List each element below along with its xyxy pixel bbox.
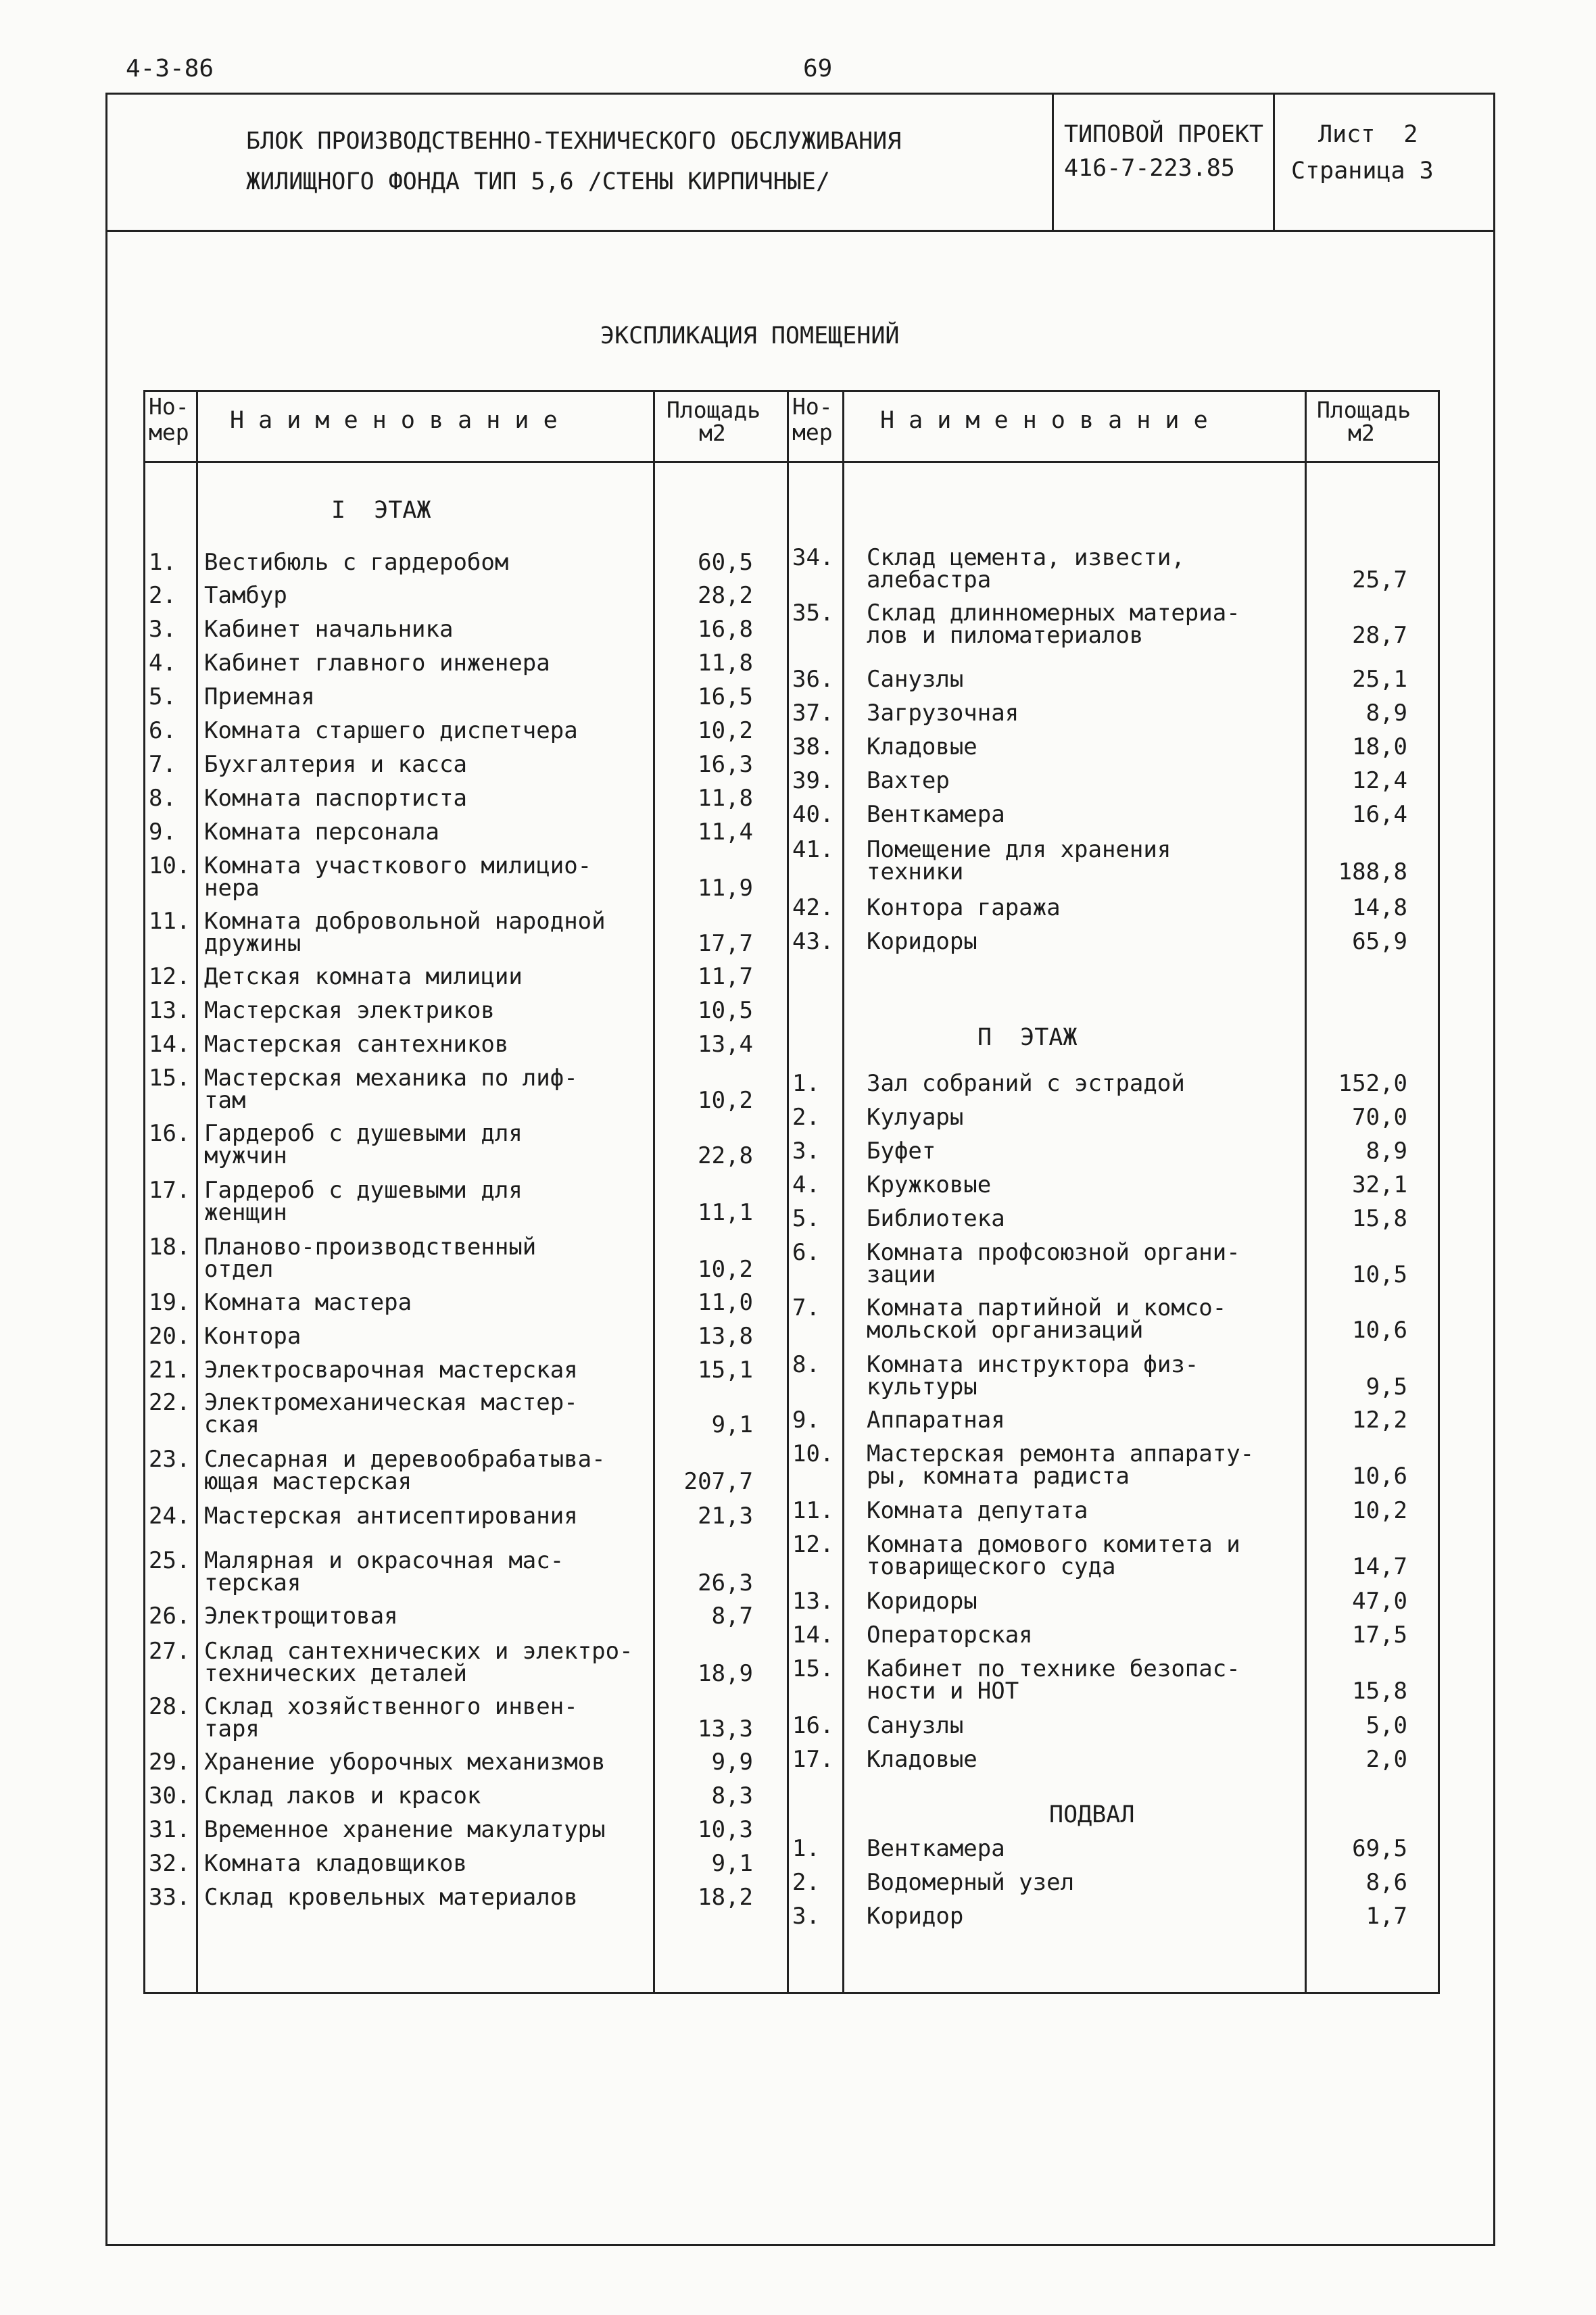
row-number: 7. (792, 1294, 820, 1321)
row-number: 36. (792, 666, 834, 693)
room-name: ская (204, 1411, 260, 1438)
room-area: 10,2 (698, 717, 753, 744)
row-number: 15. (792, 1655, 834, 1682)
room-area: 70,0 (1352, 1104, 1407, 1131)
row-number: 4. (792, 1171, 820, 1198)
room-area: 60,5 (698, 549, 753, 576)
room-name: Детская комната милиции (204, 963, 523, 990)
row-number: 14. (149, 1031, 191, 1058)
room-area: 15,1 (698, 1357, 753, 1384)
room-area: 10,2 (1352, 1497, 1407, 1524)
room-area: 16,3 (698, 751, 753, 778)
row-number: 3. (149, 616, 176, 643)
row-number: 2. (149, 582, 176, 609)
room-name: техники (867, 858, 964, 885)
room-name: отдел (204, 1256, 274, 1283)
row-number: 5. (149, 683, 176, 710)
sheet-number: Лист 2 (1318, 121, 1418, 148)
header-num-2: мер (149, 419, 189, 445)
room-name: Хранение уборочных механизмов (204, 1749, 606, 1776)
row-number: 29. (149, 1749, 191, 1776)
room-area: 12,4 (1352, 767, 1407, 794)
room-name: Контора (204, 1323, 301, 1350)
row-number: 10. (792, 1440, 834, 1467)
room-name: мужчин (204, 1142, 287, 1169)
room-area: 13,3 (698, 1715, 753, 1743)
header-area-2: м2 (699, 420, 726, 446)
room-name: Мастерская электриков (204, 997, 495, 1024)
row-number: 10. (149, 852, 191, 879)
col-line-1 (196, 390, 198, 1992)
row-number: 2. (792, 1869, 820, 1896)
page-label: Страница 3 (1291, 157, 1434, 185)
row-number: 1. (149, 549, 176, 576)
room-area: 11,4 (698, 819, 753, 846)
room-name: Кабинет начальника (204, 616, 454, 643)
stamp-title-line1: БЛОК ПРОИЗВОДСТВЕННО-ТЕХНИЧЕСКОГО ОБСЛУЖИВАНИЯ (246, 128, 902, 155)
room-name: Венткамера (867, 1835, 1005, 1862)
header-bottom-line (143, 461, 1438, 463)
room-area: 16,4 (1352, 801, 1407, 828)
room-area: 152,0 (1338, 1070, 1407, 1097)
room-area: 22,8 (698, 1142, 753, 1169)
room-area: 16,8 (698, 616, 753, 643)
row-number: 3. (792, 1903, 820, 1930)
room-name: Кулуары (867, 1104, 964, 1131)
room-name: Венткамера (867, 801, 1005, 828)
room-area: 5,0 (1365, 1712, 1407, 1739)
room-name: Коридор (867, 1903, 964, 1930)
room-name: Мастерская ремонта аппарату- (867, 1440, 1255, 1467)
row-number: 4. (149, 650, 176, 677)
row-number: 13. (149, 997, 191, 1024)
room-name: Планово-производственный (204, 1234, 537, 1261)
stamp-divider-1 (1052, 93, 1054, 230)
room-name: Аппаратная (867, 1407, 1005, 1434)
room-name: Комната паспортиста (204, 785, 467, 812)
row-number: 6. (792, 1239, 820, 1266)
row-number: 9. (149, 819, 176, 846)
room-name: Операторская (867, 1622, 1033, 1649)
table-title: ЭКСПЛИКАЦИЯ ПОМЕЩЕНИЙ (600, 322, 900, 349)
row-number: 12. (792, 1531, 834, 1558)
room-name: Санузлы (867, 666, 964, 693)
project-label: ТИПОВОЙ ПРОЕКТ (1064, 121, 1264, 148)
room-name: мольской организаций (867, 1317, 1144, 1344)
room-area: 11,8 (698, 785, 753, 812)
room-area: 2,0 (1365, 1746, 1407, 1773)
row-number: 19. (149, 1289, 191, 1316)
row-number: 9. (792, 1407, 820, 1434)
row-number: 20. (149, 1323, 191, 1350)
room-name: Комната участкового милицио- (204, 852, 592, 879)
room-name: Контора гаража (867, 894, 1061, 921)
room-name: Комната добровольной народной (204, 908, 606, 935)
room-area: 8,3 (711, 1782, 753, 1809)
header-num-1: Но- (149, 393, 189, 420)
room-area: 14,7 (1352, 1553, 1407, 1580)
header-area-1: Площадь (667, 397, 761, 423)
row-number: 42. (792, 894, 834, 921)
room-name: Гардероб с душевыми для (204, 1120, 523, 1147)
room-name: Комната кладовщиков (204, 1850, 467, 1877)
row-number: 13. (792, 1588, 834, 1615)
row-number: 11. (149, 908, 191, 935)
room-name: Комната инструктора физ- (867, 1351, 1199, 1378)
room-name: Комната старшего диспетчера (204, 717, 578, 744)
room-name: культуры (867, 1373, 977, 1400)
room-area: 10,2 (698, 1087, 753, 1114)
room-area: 69,5 (1352, 1835, 1407, 1862)
room-name: дружины (204, 930, 301, 957)
row-number: 25. (149, 1547, 191, 1574)
row-number: 23. (149, 1446, 191, 1473)
room-name: Мастерская сантехников (204, 1031, 509, 1058)
room-name: Склад хозяйственного инвен- (204, 1693, 578, 1720)
room-area: 18,0 (1352, 733, 1407, 760)
room-area: 17,7 (698, 930, 753, 957)
header-num-1-right: Но- (792, 393, 833, 420)
row-number: 16. (792, 1712, 834, 1739)
room-name: Комната домового комитета и (867, 1531, 1240, 1558)
room-name: Электрощитовая (204, 1603, 398, 1630)
room-name: Малярная и окрасочная мас- (204, 1547, 564, 1574)
room-area: 28,7 (1352, 622, 1407, 649)
stamp-bottom-line (105, 230, 1493, 232)
col-line-3 (787, 390, 789, 1992)
room-area: 65,9 (1352, 928, 1407, 955)
col-line-4 (842, 390, 844, 1992)
row-number: 40. (792, 801, 834, 828)
row-number: 34. (792, 544, 834, 571)
room-area: 207,7 (683, 1468, 753, 1495)
room-area: 13,4 (698, 1031, 753, 1058)
room-area: 25,1 (1352, 666, 1407, 693)
row-number: 28. (149, 1693, 191, 1720)
row-number: 1. (792, 1070, 820, 1097)
room-name: Кабинет главного инженера (204, 650, 550, 677)
row-number: 1. (792, 1835, 820, 1862)
room-name: нера (204, 875, 260, 902)
page-number: 69 (803, 55, 833, 82)
room-area: 15,8 (1352, 1678, 1407, 1705)
room-name: Гардероб с душевыми для (204, 1177, 523, 1204)
row-number: 32. (149, 1850, 191, 1877)
row-number: 26. (149, 1603, 191, 1630)
room-area: 9,5 (1365, 1373, 1407, 1400)
row-number: 3. (792, 1138, 820, 1165)
room-area: 10,5 (698, 997, 753, 1024)
room-name: женщин (204, 1199, 287, 1226)
room-name: Электросварочная мастерская (204, 1357, 578, 1384)
row-number: 17. (792, 1746, 834, 1773)
row-number: 35. (792, 600, 834, 627)
section-basement: ПОДВАЛ (1049, 1801, 1135, 1828)
doc-code: 4-3-86 (126, 55, 214, 82)
room-name: Коридоры (867, 1588, 977, 1615)
room-area: 25,7 (1352, 566, 1407, 593)
row-number: 15. (149, 1065, 191, 1092)
room-area: 1,7 (1365, 1903, 1407, 1930)
row-number: 39. (792, 767, 834, 794)
header-num-2-right: мер (792, 419, 833, 445)
room-name: Склад кровельных материалов (204, 1884, 578, 1911)
room-name: Буфет (867, 1138, 936, 1165)
room-name: Бухгалтерия и касса (204, 751, 467, 778)
room-area: 18,2 (698, 1884, 753, 1911)
header-name-right: Н а и м е н о в а н и е (880, 407, 1208, 434)
header-name: Н а и м е н о в а н и е (230, 407, 558, 434)
room-name: ры, комната радиста (867, 1463, 1130, 1490)
room-name: Тамбур (204, 582, 287, 609)
room-area: 15,8 (1352, 1205, 1407, 1232)
room-area: 13,8 (698, 1323, 753, 1350)
room-area: 9,9 (711, 1749, 753, 1776)
room-name: Кабинет по технике безопас- (867, 1655, 1240, 1682)
row-number: 27. (149, 1638, 191, 1665)
section-floor-1: I ЭТАЖ (331, 497, 431, 524)
room-name: Кладовые (867, 733, 977, 760)
row-number: 38. (792, 733, 834, 760)
room-area: 9,1 (711, 1411, 753, 1438)
row-number: 21. (149, 1357, 191, 1384)
room-name: там (204, 1087, 246, 1114)
row-number: 30. (149, 1782, 191, 1809)
stamp-title-line2: ЖИЛИЩНОГО ФОНДА ТИП 5,6 /СТЕНЫ КИРПИЧНЫЕ/ (246, 168, 830, 195)
room-name: алебастра (867, 566, 992, 593)
room-area: 21,3 (698, 1503, 753, 1530)
row-number: 6. (149, 717, 176, 744)
room-area: 18,9 (698, 1660, 753, 1687)
room-area: 9,1 (711, 1850, 753, 1877)
room-name: Комната профсоюзной органи- (867, 1239, 1240, 1266)
row-number: 17. (149, 1177, 191, 1204)
room-area: 10,2 (698, 1256, 753, 1283)
row-number: 24. (149, 1503, 191, 1530)
room-area: 10,6 (1352, 1317, 1407, 1344)
room-area: 188,8 (1338, 858, 1407, 885)
room-area: 11,1 (698, 1199, 753, 1226)
row-number: 12. (149, 963, 191, 990)
room-area: 8,6 (1365, 1869, 1407, 1896)
room-area: 11,7 (698, 963, 753, 990)
row-number: 37. (792, 700, 834, 727)
room-area: 8,7 (711, 1603, 753, 1630)
room-area: 12,2 (1352, 1407, 1407, 1434)
room-name: Вестибюль с гардеробом (204, 549, 509, 576)
room-name: Временное хранение макулатуры (204, 1816, 606, 1843)
row-number: 41. (792, 836, 834, 863)
room-area: 11,9 (698, 875, 753, 902)
room-name: Комната мастера (204, 1289, 412, 1316)
room-name: Мастерская механика по лиф- (204, 1065, 578, 1092)
room-name: Склад сантехнических и электро- (204, 1638, 633, 1665)
room-name: Коридоры (867, 928, 977, 955)
room-area: 26,3 (698, 1569, 753, 1597)
room-area: 10,6 (1352, 1463, 1407, 1490)
room-area: 8,9 (1365, 700, 1407, 727)
room-name: Мастерская антисептирования (204, 1503, 578, 1530)
row-number: 22. (149, 1389, 191, 1416)
room-area: 17,5 (1352, 1622, 1407, 1649)
room-area: 11,0 (698, 1289, 753, 1316)
room-name: технических деталей (204, 1660, 467, 1687)
room-name: ности и НОТ (867, 1678, 1019, 1705)
room-name: Комната персонала (204, 819, 439, 846)
room-name: терская (204, 1569, 301, 1597)
row-number: 5. (792, 1205, 820, 1232)
row-number: 16. (149, 1120, 191, 1147)
header-area-2-right: м2 (1348, 420, 1375, 446)
room-name: таря (204, 1715, 260, 1743)
room-name: Кладовые (867, 1746, 977, 1773)
room-name: Вахтер (867, 767, 950, 794)
room-name: Комната партийной и комсо- (867, 1294, 1227, 1321)
room-area: 32,1 (1352, 1171, 1407, 1198)
room-name: Склад цемента, извести, (867, 544, 1185, 571)
room-name: Библиотека (867, 1205, 1005, 1232)
section-floor-2: П ЭТАЖ (977, 1024, 1078, 1051)
room-name: лов и пиломатериалов (867, 622, 1144, 649)
row-number: 2. (792, 1104, 820, 1131)
room-area: 14,8 (1352, 894, 1407, 921)
room-name: Зал собраний с эстрадой (867, 1070, 1185, 1097)
row-number: 11. (792, 1497, 834, 1524)
room-name: товарищеского суда (867, 1553, 1116, 1580)
room-name: Склад длинномерных материа- (867, 600, 1240, 627)
room-name: Кружковые (867, 1171, 992, 1198)
room-area: 16,5 (698, 683, 753, 710)
room-name: Электромеханическая мастер- (204, 1389, 578, 1416)
room-name: Санузлы (867, 1712, 964, 1739)
room-area: 28,2 (698, 582, 753, 609)
row-number: 7. (149, 751, 176, 778)
room-area: 10,3 (698, 1816, 753, 1843)
row-number: 31. (149, 1816, 191, 1843)
room-name: Водомерный узел (867, 1869, 1075, 1896)
stamp-divider-2 (1273, 93, 1275, 230)
room-name: ющая мастерская (204, 1468, 412, 1495)
room-name: Загрузочная (867, 700, 1019, 727)
room-area: 11,8 (698, 650, 753, 677)
row-number: 8. (149, 785, 176, 812)
header-area-1-right: Площадь (1317, 397, 1411, 423)
row-number: 33. (149, 1884, 191, 1911)
project-number: 416-7-223.85 (1064, 155, 1235, 182)
room-name: Приемная (204, 683, 315, 710)
room-area: 10,5 (1352, 1261, 1407, 1288)
room-name: Комната депутата (867, 1497, 1088, 1524)
row-number: 8. (792, 1351, 820, 1378)
room-name: Помещение для хранения (867, 836, 1171, 863)
room-name: Слесарная и деревообрабатыва- (204, 1446, 606, 1473)
room-name: зации (867, 1261, 936, 1288)
row-number: 18. (149, 1234, 191, 1261)
row-number: 43. (792, 928, 834, 955)
room-name: Склад лаков и красок (204, 1782, 481, 1809)
row-number: 14. (792, 1622, 834, 1649)
room-area: 8,9 (1365, 1138, 1407, 1165)
room-area: 47,0 (1352, 1588, 1407, 1615)
